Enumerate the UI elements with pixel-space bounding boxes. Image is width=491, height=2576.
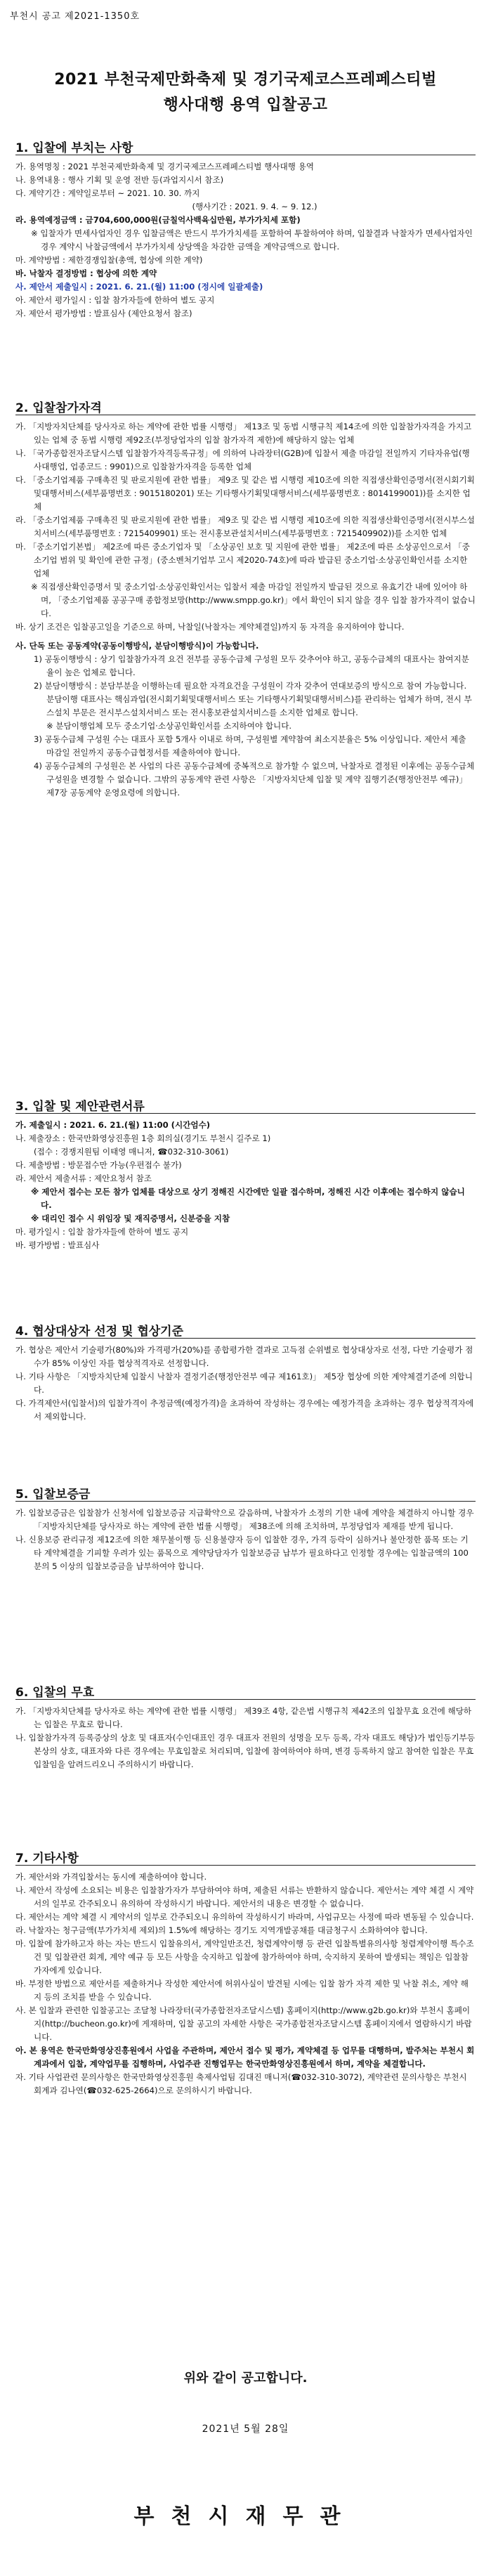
s2-line: 바. 상기 조건은 입찰공고일을 기준으로 하며, 낙찰일(낙찰자는 계약체결일)까지 동 자격을 유지하여야 합니다.	[15, 622, 405, 632]
s2-sub: 1) 공동이행방식 : 상기 입찰참가자격 요건 전부를 공동수급체 구성원 모두 갖추어야 하고, 공동수급체의 대표사는 참여지분율이 높은 업체로 합니다.	[34, 654, 469, 677]
section-5-rule	[15, 1501, 476, 1502]
s3-line: 라. 제안서 제출서류 : 제안요청서 참조	[15, 1173, 152, 1183]
section-2-body	[15, 420, 476, 800]
s2-sub: 3) 공동수급체 구성원 수는 대표사 포함 5개사 이내로 하며, 구성원별 계약참여 최소지분율은 5% 이상입니다. 제안서 제출 마감일 전일까지 공동수급협정서를 제출하여야 합니다.	[34, 734, 466, 757]
s1-line: 가. 용역명칭 : 2021 부천국제만화축제 및 경기국제코스프레페스티벌 행사대행 용역	[15, 162, 314, 171]
announcement-number: 부천시 공고 제2021-1350호	[10, 11, 140, 22]
s3-line: 나. 제출장소 : 한국만화영상진흥원 1층 회의실(경기도 부천시 길주로 1)	[15, 1133, 271, 1143]
s2-line: 사. 단독 또는 공동계약(공동이행방식, 분담이행방식)이 가능합니다.	[15, 641, 259, 651]
section-3-heading: 3. 입찰 및 제안관련서류	[15, 1100, 145, 1114]
section-2-heading: 2. 입찰참가자격	[15, 401, 102, 415]
section-1-body	[15, 160, 476, 320]
s7-line: 다. 제안서는 계약 체결 시 계약서의 일부로 간주되오니 유의하여 작성하시기 바라며, 사업규모는 사정에 따라 변동될 수 있습니다.	[15, 1912, 474, 1922]
s1-line: 아. 제안서 평가일시 : 입찰 참가자들에 한하여 별도 공지	[15, 295, 215, 305]
section-3-rule	[15, 1113, 476, 1114]
s6-line: 나. 입찰참가자격 등록증상의 상호 및 대표자(수인대표인 경우 대표자 전원의 성명을 모두 등록, 각자 대표도 해당)가 법인등기부등본상의 상호, 대표자와 다른 경우에는 무효입찰로 처리되며, 입찰에 참여하여야 하며, 변경 등록하지 않고 참여한 입찰은 무효입찰임을 알려드리오니 주의하시기 바랍니다.	[15, 1733, 476, 1769]
section-5-body	[15, 1507, 476, 1573]
s7-line: 가. 제안서와 가격입찰서는 동시에 제출하여야 합니다.	[15, 1872, 207, 1882]
section-6-body	[15, 1705, 476, 1771]
s7-line: 라. 낙찰자는 청구금액(부가가치세 제외)의 1.5%에 해당하는 경기도 지역개발공채를 대금청구시 소화하여야 합니다.	[15, 1925, 428, 1935]
s4-line: 다. 가격제안서(입찰서)의 입찰가격이 추정금액(예정가격)을 초과하여 작성하는 경우에는 예정가격을 초과하는 경우 협상적격자에서 제외합니다.	[15, 1398, 474, 1422]
s1-line: 나. 용역내용 : 행사 기획 및 운영 전반 등(과업지시서 참조)	[15, 175, 224, 185]
issuer-name: 부천시재무관	[133, 2504, 358, 2529]
announcement-date: 2021년 5월 28일	[202, 2424, 289, 2435]
title-line-1: 2021 부천국제만화축제 및 경기국제코스프레페스티벌	[54, 71, 437, 89]
s7-line: 아. 본 용역은 한국만화영상진흥원에서 사업을 주관하며, 제안서 접수 및 평가, 계약체결 등 업무를 대행하며, 발주처는 부천시 회계과에서 입찰, 계약업무를 집행하며, 사업주관 진행업무는 한국만화영상진흥원에서 하며, 계약을 체결합니다.	[15, 2045, 475, 2069]
section-6-heading: 6. 입찰의 무효	[15, 1686, 95, 1700]
section-7-rule	[15, 1865, 476, 1866]
s7-line: 사. 본 입찰과 관련한 입찰공고는 조달청 나라장터(국가종합전자조달시스템) 홈페이지(http://www.g2b.go.kr)와 부천시 홈페이지(http://bucheon.go.kr)에 게재하며, 입찰 공고의 자세한 사항은 국가종합전자조달시스템 홈페이지에서 열람하시기 바랍니다.	[15, 2005, 472, 2042]
section-7-heading: 7. 기타사항	[15, 1852, 79, 1866]
closing-statement: 위와 같이 공고합니다.	[183, 2371, 308, 2386]
section-6-rule	[15, 1699, 476, 1700]
s2-line: 라. 「중소기업제품 구매촉진 및 판로지원에 관한 법률」 제9조 및 같은 법 시행령 제10조에 의한 직접생산확인증명서(전시부스설치서비스(세부품명번호 : 7215409901) 또는 전시홍보관설치서비스(세부품명번호 : 7215409902))를 소지한 업체	[15, 515, 475, 538]
s2-note: ※ 직접생산확인증명서 및 중소기업·소상공인확인서는 입찰서 제출 마감일 전일까지 발급된 것으로 유효기간 내에 있어야 하며, 「중소기업제품 공공구매 종합정보망(http://www.smpp.go.kr)」에서 확인이 되지 않을 경우 입찰 참가자격이 없습니다.	[31, 582, 476, 618]
title-line-2: 행사대행 용역 입찰공고	[163, 96, 328, 114]
s1-line: 자. 제안서 평가방법 : 발표심사 (제안요청서 참조)	[15, 308, 192, 318]
s7-line: 바. 부정한 방법으로 제안서를 제출하거나 작성한 제안서에 허위사실이 발견될 시에는 입찰 참가 자격 제한 및 낙찰 취소, 계약 해지 등의 조치를 받을 수 있습니다.	[15, 1979, 469, 2002]
s2-line: 다. 「중소기업제품 구매촉진 및 판로지원에 관한 법률」 제9조 및 같은 법 시행령 제10조에 의한 직접생산확인증명서(전시회기획및대행서비스(세부품명번호 : 9015180201) 또는 기타행사기획및대행서비스(세부품명번호 : 8014199001))를 소지한 업체	[15, 475, 475, 512]
s3-line: (접수 : 경쟁지원팀 이태영 매니저, ☎032-310-3061)	[34, 1147, 229, 1157]
s1-line: 라. 용역예정금액 : 금704,600,000원(금칠억사백육십만원, 부가가치세 포함)	[15, 215, 301, 225]
s2-line: 나. 「국가종합전자조달시스템 입찰참가자격등록규정」에 의하여 나라장터(G2B)에 입찰서 제출 마감일 전일까지 기타자유업(행사대행업, 업종코드 : 9901)으로 입찰참가자격을 등록한 업체	[15, 448, 470, 471]
s2-line: 가. 「지방자치단체를 당사자로 하는 계약에 관한 법률 시행령」 제13조 및 동법 시행규칙 제14조에 의한 입찰참가자격을 가지고 있는 업체 중 동법 시행령 제92조(부정당업자의 입찰 참가자격 제한)에 해당하지 않는 업체	[15, 422, 472, 445]
s1-line: 다. 계약기간 : 계약일로부터 ~ 2021. 10. 30. 까지	[15, 188, 200, 198]
section-4-rule	[15, 1338, 476, 1339]
s7-line: 나. 제안서 작성에 소요되는 비용은 입찰참가자가 부담하여야 하며, 제출된 서류는 반환하지 않습니다. 제안서는 계약 체결 시 계약서의 일부로 간주되오니 유의하여 작성하시기 바랍니다. 제안서의 내용은 변경할 수 없습니다.	[15, 1885, 474, 1908]
s2-sub: 4) 공동수급체의 구성원은 본 사업의 다른 공동수급체에 중복적으로 참가할 수 없으며, 낙찰자로 결정된 이후에는 공동수급체 구성원을 변경할 수 없습니다. 그밖의 공동계약 관련 사항은 「지방자치단체 입찰 및 계약 집행기준(행정안전부 예규)」 제7장 공동계약 운영요령에 의합니다.	[34, 761, 475, 798]
s1-note: ※ 입찰자가 면세사업자인 경우 입찰금액은 반드시 부가가치세를 포함하여 투찰하여야 하며, 입찰결과 낙찰자가 면세사업자인 경우 계약시 낙찰금액에서 부가가치세 상당액을 차감한 금액을 계약금액으로 합니다.	[31, 228, 473, 252]
s3-line: 마. 평가일시 : 입찰 참가자들에 한하여 별도 공지	[15, 1227, 189, 1237]
section-5-heading: 5. 입찰보증금	[15, 1488, 91, 1502]
s3-line: 가. 제출일시 : 2021. 6. 21.(월) 11:00 (시간엄수)	[15, 1120, 211, 1130]
s1-line: 마. 계약방법 : 제한경쟁입찰(총액, 협상에 의한 계약)	[15, 255, 203, 265]
s2-sub: 2) 분담이행방식 : 분담부분을 이행하는데 필요한 자격요건을 구성원이 각자 갖추어 연대보증의 방식으로 참여 가능합니다. 분담이행 대표사는 핵심과업(전시회기획및대행서비스 또는 기타행사기획및대행서비스)를 관리하는 업체가 하며, 전시 부스설치 부문은 전시부스설치서비스 또는 전시홍보관설치서비스를 소지한 업체로 합니다.	[34, 681, 472, 717]
section-7-body	[15, 1871, 476, 2097]
s7-line: 마. 입찰에 참가하고자 하는 자는 반드시 입찰유의서, 계약일반조건, 청렴계약이행 등 관련 입찰특별유의사항 청렴계약이행 특수조건 및 입찰관련 회계, 계약 예규 등 모든 사항을 숙지하고 입찰에 참가하여야 하며, 숙지하지 못하여 발생되는 책임은 입찰참가자에게 있습니다.	[15, 1939, 474, 1975]
s3-line: 바. 평가방법 : 발표심사	[15, 1240, 100, 1250]
s3-line: 다. 제출방법 : 방문접수만 가능(우편접수 불가)	[15, 1160, 182, 1170]
s3-note: ※ 대리인 접수 시 위임장 및 재직증명서, 신분증을 지참	[31, 1214, 230, 1223]
s7-line: 자. 기타 사업관련 문의사항은 한국만화영상진흥원 축제사업팀 김대진 매니저(☎032-310-3072), 계약관련 문의사항은 부천시 회계과 김나연(☎032-625-2664)으로 문의하시기 바랍니다.	[15, 2072, 467, 2095]
s1-line: 바. 낙찰자 결정방법 : 협상에 의한 계약	[15, 268, 157, 278]
s2-note: ※ 분담이행업체 모두 중소기업·소상공인확인서를 소지하여야 합니다.	[46, 721, 292, 731]
s3-note: ※ 제안서 접수는 모든 참가 업체를 대상으로 상기 정해진 시간에만 일괄 접수하며, 정해진 시간 이후에는 접수하지 않습니다.	[31, 1187, 465, 1210]
section-4-body	[15, 1344, 476, 1424]
s1-line: (행사기간 : 2021. 9. 4. ~ 9. 12.)	[192, 202, 317, 212]
section-1-heading: 1. 입찰에 부치는 사항	[15, 141, 133, 155]
s4-line: 나. 기타 사항은 「지방자치단체 입찰시 낙찰자 결정기준(행정안전부 예규 제161호)」 제5장 협상에 의한 계약체결기준에 의합니다.	[15, 1372, 473, 1395]
s4-line: 가. 협상은 제안서 기술평가(80%)와 가격평가(20%)를 종합평가한 결과로 고득점 순위별로 협상대상자로 선정, 다만 기술평가 점수가 85% 이상인 자를 협상적격자로 선정합니다.	[15, 1345, 473, 1368]
section-3-body	[15, 1119, 476, 1252]
s1-line: 사. 제안서 제출일시 : 2021. 6. 21.(월) 11:00 (정시에 일괄제출)	[15, 282, 263, 292]
s5-line: 가. 입찰보증금은 입찰참가 신청서에 입찰보증금 지급확약으로 갈음하며, 낙찰자가 소정의 기한 내에 계약을 체결하지 아니할 경우 「지방자치단체를 당사자로 하는 계약에 관한 법률 시행령」 제38조에 의해 조치하며, 부정당업자 제재를 받게 됩니다.	[15, 1508, 474, 1531]
s6-line: 가. 「지방자치단체를 당사자로 하는 계약에 관한 법률 시행령」 제39조 4항, 같은법 시행규칙 제42조의 입찰무효 요건에 해당하는 입찰은 무효로 합니다.	[15, 1706, 472, 1729]
s5-line: 나. 신용보증 관리규정 제12조에 의한 채무불이행 등 신용불량자 등이 입찰한 경우, 가격 등락이 심하거나 불안정한 품목 또는 기타 계약체결을 기피할 우려가 있는 품목으로 계약당담자가 입찰보증금 납부가 필요하다고 인정할 경우에는 입찰금액의 100분의 5 이상의 입찰보증금을 납부하여야 합니다.	[15, 1535, 469, 1571]
section-4-heading: 4. 협상대상자 선정 및 협상기준	[15, 1325, 184, 1339]
s2-line: 마. 「중소기업기본법」 제2조에 따른 중소기업자 및 「소상공인 보호 및 지원에 관한 법률」 제2조에 따른 소상공인으로서 「중소기업 범위 및 확인에 관한 규정」(중소벤처기업부 고시 제2020-74호)에 따라 발급된 중소기업·소상공인확인서를 소지한 업체	[15, 542, 470, 578]
